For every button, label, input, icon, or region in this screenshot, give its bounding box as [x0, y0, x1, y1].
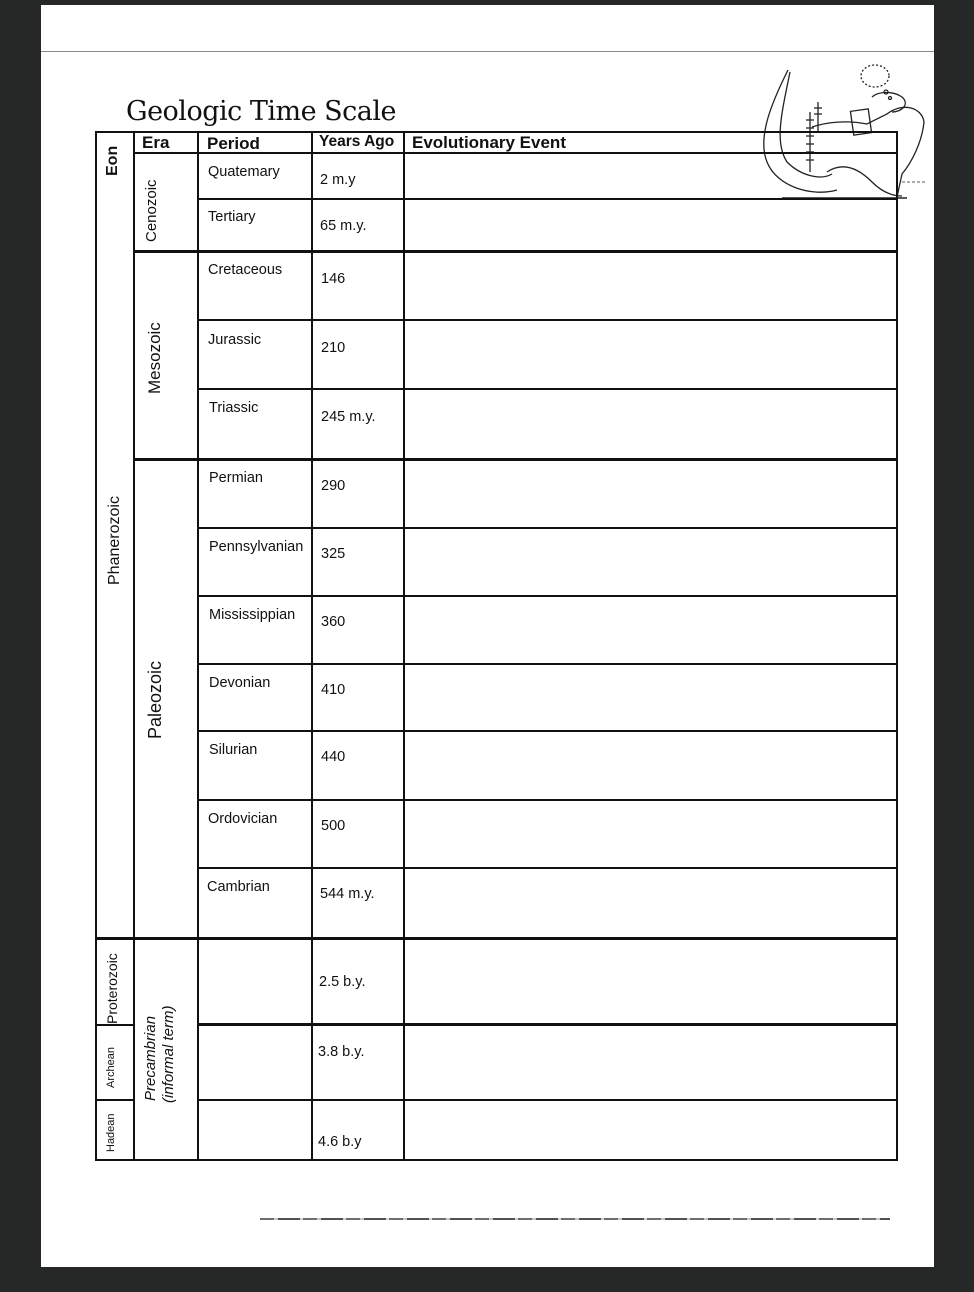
event-cell[interactable]: [405, 321, 895, 388]
event-cell[interactable]: [405, 732, 895, 799]
years-devonian: 410: [321, 682, 346, 698]
period-quaternary: Quatemary: [208, 164, 280, 180]
table-border-left: [95, 132, 97, 1161]
years-triassic: 245 m.y.: [321, 409, 376, 425]
period-pennsylvanian: Pennsylvanian: [209, 539, 304, 555]
event-cell[interactable]: [405, 390, 895, 458]
period-cambrian: Cambrian: [207, 879, 270, 895]
period-mississippian: Mississippian: [209, 607, 296, 623]
years-mississippian: 360: [321, 614, 346, 630]
header-evolutionary-event: Evolutionary Event: [412, 133, 566, 152]
header-era: Era: [142, 133, 170, 152]
years-tertiary: 65 m.y.: [320, 218, 367, 234]
col-divider-period: [197, 132, 199, 1161]
event-cell[interactable]: [405, 869, 895, 937]
eon-proterozoic: Proterozoic: [104, 953, 120, 1024]
era-mesozoic: Mesozoic: [145, 322, 164, 394]
years-permian: 290: [321, 478, 346, 494]
period-jurassic: Jurassic: [208, 332, 262, 348]
bottom-rule: [260, 1218, 890, 1220]
event-cell[interactable]: [405, 154, 895, 198]
years-quaternary: 2 m.y: [320, 172, 356, 188]
event-cell[interactable]: [405, 597, 895, 663]
eon-line: [95, 1024, 133, 1026]
event-cell[interactable]: [405, 1101, 895, 1159]
era-cenozoic: Cenozoic: [143, 179, 160, 242]
eon-archean: Archean: [105, 1047, 117, 1088]
row-line: [95, 1099, 133, 1101]
years-archean: 3.8 b.y.: [318, 1044, 365, 1060]
event-cell[interactable]: [405, 253, 895, 319]
years-ordovician: 500: [321, 818, 346, 834]
years-silurian: 440: [321, 749, 346, 765]
period-silurian: Silurian: [209, 742, 258, 758]
event-cell[interactable]: [405, 461, 895, 527]
period-triassic: Triassic: [209, 400, 259, 416]
period-devonian: Devonian: [209, 675, 271, 691]
years-cretaceous: 146: [321, 271, 346, 287]
header-eon: Eon: [104, 145, 121, 176]
top-rule: [41, 51, 934, 52]
period-permian: Permian: [209, 470, 263, 486]
eon-phanerozoic: Phanerozoic: [106, 496, 123, 585]
era-precambrian-note: (informal term): [160, 1005, 177, 1103]
event-cell[interactable]: [405, 801, 895, 867]
era-paleozoic: Paleozoic: [145, 660, 165, 739]
col-divider-years: [311, 132, 313, 1161]
years-proterozoic: 2.5 b.y.: [319, 974, 366, 990]
header-years-ago: Years Ago: [319, 133, 395, 150]
period-ordovician: Ordovician: [208, 811, 278, 827]
years-pennsylvanian: 325: [321, 546, 346, 562]
years-hadean: 4.6 b.y: [318, 1134, 362, 1150]
period-tertiary: Tertiary: [208, 209, 256, 225]
years-jurassic: 210: [321, 340, 346, 356]
event-cell[interactable]: [405, 665, 895, 730]
event-cell[interactable]: [405, 940, 895, 1023]
page-title: Geologic Time Scale: [126, 96, 396, 127]
years-cambrian: 544 m.y.: [320, 886, 375, 902]
eon-hadean: Hadean: [105, 1113, 117, 1152]
table-border-right: [896, 132, 898, 1161]
event-cell[interactable]: [405, 529, 895, 595]
event-cell[interactable]: [405, 200, 895, 250]
era-precambrian: Precambrian: [142, 1015, 159, 1101]
table-border-bottom: [95, 1159, 898, 1161]
event-cell[interactable]: [405, 1026, 895, 1099]
header-period: Period: [207, 134, 260, 153]
period-cretaceous: Cretaceous: [208, 262, 283, 278]
col-divider-era: [133, 132, 135, 1161]
